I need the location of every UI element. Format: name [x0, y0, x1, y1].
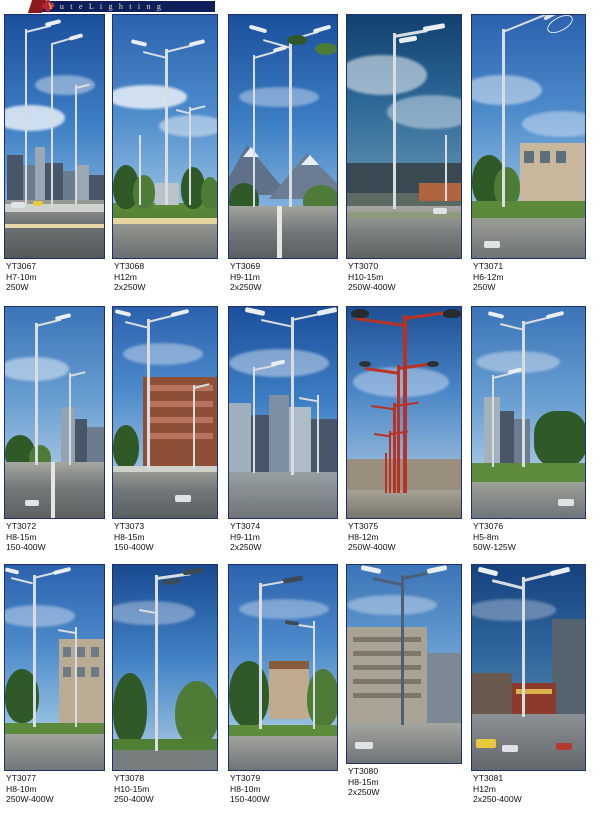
product-power: 250W: [473, 282, 496, 293]
product-photo: [346, 306, 462, 519]
product-height: H12m: [114, 271, 137, 282]
product-height: H8-10m: [6, 783, 37, 794]
product-model: YT3079: [230, 773, 261, 783]
product-cell: [0, 306, 110, 553]
product-power: 2x250W: [114, 282, 146, 293]
catalog-row: [0, 306, 600, 564]
product-power: 150-400W: [230, 794, 270, 805]
catalog-row: [0, 14, 600, 306]
product-photo: [112, 14, 218, 259]
product-model: YT3074: [230, 521, 261, 531]
product-power: 2x250W: [348, 787, 380, 798]
product-model: YT3069: [230, 261, 261, 271]
product-height: H6-12m: [473, 271, 504, 282]
product-power: 250W-400W: [348, 282, 396, 293]
product-power: 250-400W: [114, 794, 154, 805]
product-height: H8-15m: [6, 531, 37, 542]
product-model: YT3070: [348, 261, 379, 271]
product-cell: [344, 14, 469, 293]
product-power: 2x250W: [230, 542, 262, 553]
product-photo: [4, 306, 105, 519]
product-cell: [0, 14, 110, 293]
product-caption: [228, 771, 344, 805]
product-caption: [346, 764, 469, 798]
product-power: 150-400W: [6, 542, 46, 553]
product-power: 2x250-400W: [473, 794, 522, 805]
product-cell: [469, 306, 592, 553]
product-height: H10-15m: [348, 271, 384, 282]
product-caption: [112, 519, 224, 553]
product-caption: [471, 259, 592, 293]
product-caption: [228, 519, 344, 553]
product-caption: [4, 771, 110, 805]
product-power: 2x250W: [230, 282, 262, 293]
product-cell: [344, 306, 469, 553]
product-photo: [4, 14, 105, 259]
product-model: YT3072: [6, 521, 37, 531]
product-caption: [471, 771, 592, 805]
product-photo: [346, 564, 462, 764]
product-caption: [346, 259, 469, 293]
product-photo: [471, 14, 586, 259]
product-caption: [112, 259, 224, 293]
product-model: YT3081: [473, 773, 504, 783]
product-power: 150-400W: [114, 542, 154, 553]
product-caption: [228, 259, 344, 293]
product-cell: [110, 14, 224, 293]
product-power: 250W-400W: [348, 542, 396, 553]
product-height: H12m: [473, 783, 496, 794]
catalog-sheet: [0, 14, 600, 813]
product-model: YT3071: [473, 261, 504, 271]
product-photo: [228, 14, 338, 259]
catalog-row: [0, 564, 600, 809]
product-power: 250W: [6, 282, 29, 293]
product-height: H8-12m: [348, 531, 379, 542]
product-photo: [228, 306, 338, 519]
product-photo: [112, 564, 218, 771]
product-photo: [4, 564, 105, 771]
brand-text: Y u t e L i g h t i n g: [48, 2, 164, 11]
product-model: YT3075: [348, 521, 379, 531]
product-model: YT3077: [6, 773, 37, 783]
product-model: YT3080: [348, 766, 379, 776]
product-photo: [228, 564, 338, 771]
product-cell: [344, 564, 469, 798]
page-header-banner: [0, 0, 600, 14]
product-photo: [346, 14, 462, 259]
product-model: YT3076: [473, 521, 504, 531]
product-cell: [110, 306, 224, 553]
product-photo: [471, 306, 586, 519]
product-power: 50W-125W: [473, 542, 516, 553]
product-model: YT3073: [114, 521, 145, 531]
product-height: H10-15m: [114, 783, 150, 794]
product-height: H7-10m: [6, 271, 37, 282]
product-cell: [0, 564, 110, 805]
product-caption: [4, 259, 110, 293]
product-height: H9-11m: [230, 531, 260, 542]
product-height: H8-15m: [114, 531, 145, 542]
product-cell: [110, 564, 224, 805]
product-model: YT3068: [114, 261, 145, 271]
product-caption: [346, 519, 469, 553]
product-cell: [469, 14, 592, 293]
product-caption: [112, 771, 224, 805]
product-height: H8-10m: [230, 783, 261, 794]
product-height: H9-11m: [230, 271, 260, 282]
product-cell: [224, 564, 344, 805]
product-photo: [112, 306, 218, 519]
product-height: H5-8m: [473, 531, 499, 542]
product-model: YT3078: [114, 773, 145, 783]
product-cell: [224, 306, 344, 553]
product-photo: [471, 564, 586, 771]
product-height: H8-15m: [348, 776, 379, 787]
product-caption: [4, 519, 110, 553]
product-power: 250W-400W: [6, 794, 54, 805]
product-cell: [224, 14, 344, 293]
product-model: YT3067: [6, 261, 37, 271]
product-cell: [469, 564, 592, 805]
product-caption: [471, 519, 592, 553]
